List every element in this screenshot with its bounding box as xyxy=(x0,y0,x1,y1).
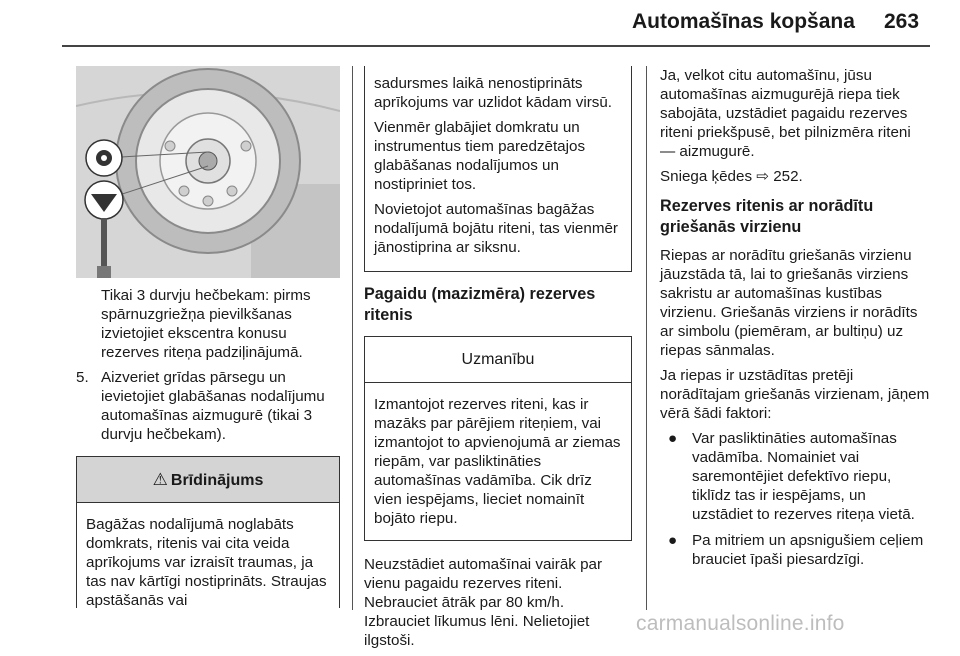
page-number: 263 xyxy=(884,10,920,33)
bullet-text-1: Var pasliktināties automašīnas vadāmība. Nomainiet vai saremontējiet defektīvo riepu, tiklīdz tas ir iespējams, un uzstādiet to rezerves riteņa vietā. xyxy=(692,430,915,523)
section-heading-temporary-spare: Pagaidu (mazizmēra) rezerves ritenis xyxy=(364,285,596,324)
column-2 xyxy=(364,66,632,656)
warning-text: Bagāžas nodalījumā noglabāts domkrats, ritenis vai cita veida aprīkojums var izraisīt traumas, ja tas nav kārtīgi nostiprināts. Straujas apstāšanās vai xyxy=(86,516,327,609)
directional-paragraph-1: Riepas ar norādītu griešanās virzienu jāuzstāda tā, lai to griešanās virziens sakristu ar automašīnas kustības virzienu. Griešanās virziens ir norādīts ar simbolu (piemēram, ar bultiņu) uz riepas sānmalas. xyxy=(660,247,918,359)
bullet-item-1 xyxy=(660,429,930,524)
warning-box-continued xyxy=(364,66,632,272)
warning-triangle-icon: ⚠ xyxy=(152,470,168,489)
warning-body xyxy=(77,503,339,622)
column-divider-1 xyxy=(352,66,353,610)
temporary-spare-paragraph: Neuzstādiet automašīnai vairāk par vienu pagaidu rezerves riteni. Nebrauciet ātrāk par 80 km/h. Izbrauciet līkumus lēni. Nelietojiet ilgstoši. xyxy=(364,556,603,649)
footer-watermark: carmanualsonline.info xyxy=(636,612,845,635)
warning-cont-text-1: sadursmes laikā nenostiprināts aprīkojums var uzlidot kādam virsū. xyxy=(374,75,613,111)
section-heading-directional-spare: Rezerves ritenis ar norādītu griešanās virzienu xyxy=(660,197,874,236)
directional-paragraph-2: Ja riepas ir uzstādītas pretēji norādītajam griešanās virzienam, jāņem vērā šādi faktori: xyxy=(660,367,930,422)
step-4-continuation: Tikai 3 durvju hečbekam: pirms spārnuzgriežņa pievilkšanas izvietojiet ekscentra konusu rezerves riteņa padziļinājumā. xyxy=(101,287,311,361)
caution-body xyxy=(365,383,631,540)
warning-cont-text-2: Vienmēr glabājiet domkratu un instrumentus tiem paredzētajos glabāšanas nodalījumos un nostipriniet tos. xyxy=(374,119,586,193)
spare-wheel-illustration xyxy=(76,66,340,278)
caution-text: Izmantojot rezerves riteni, kas ir mazāks par pārējiem riteņiem, vai izmantojot to apvienojumā ar ziemas riepām, var pasliktināties automašīnas vadāmība. Cik drīz vien iespējams, lieciet nomainīt bojāto riepu. xyxy=(374,396,621,527)
header-rule xyxy=(62,45,930,47)
column-divider-2 xyxy=(646,66,647,610)
snow-chains-reference: Sniega ķēdes ⇨ 252. xyxy=(660,168,803,185)
warning-header xyxy=(77,457,339,503)
step-5-text: Aizveriet grīdas pārsegu un ievietojiet glabāšanas nodalījumu automašīnas aizmugurē (tikai 3 durvju hečbekam). xyxy=(101,369,325,443)
step-5-number: 5. xyxy=(76,369,89,386)
warning-title: Brīdinājums xyxy=(170,472,264,489)
bullet-dot-icon: ● xyxy=(668,430,678,447)
caution-header: Uzmanību xyxy=(365,337,631,383)
header-title: Automašīnas kopšana xyxy=(632,10,855,33)
warning-cont-text-3: Novietojot automašīnas bagāžas nodalījumā bojātu riteni, tas vienmēr jānostiprina ar siksnu. xyxy=(374,201,618,256)
bullet-dot-icon: ● xyxy=(668,532,678,549)
towing-paragraph: Ja, velkot citu automašīnu, jūsu automašīnas aizmugurējā riepa tiek sabojāta, uzstādiet pagaidu rezerves riteni priekšpusē, bet pilnizmēra riteni — aizmugurē. xyxy=(660,67,911,160)
column-3 xyxy=(660,66,930,576)
bullet-item-2 xyxy=(660,531,930,569)
spare-wheel-drawing xyxy=(76,66,340,278)
step-5 xyxy=(76,368,340,444)
bullet-text-2: Pa mitriem un apsnigušiem ceļiem brauciet īpaši piesardzīgi. xyxy=(692,532,924,568)
caution-box xyxy=(364,336,632,541)
column-1 xyxy=(76,286,340,608)
warning-box xyxy=(76,456,340,608)
